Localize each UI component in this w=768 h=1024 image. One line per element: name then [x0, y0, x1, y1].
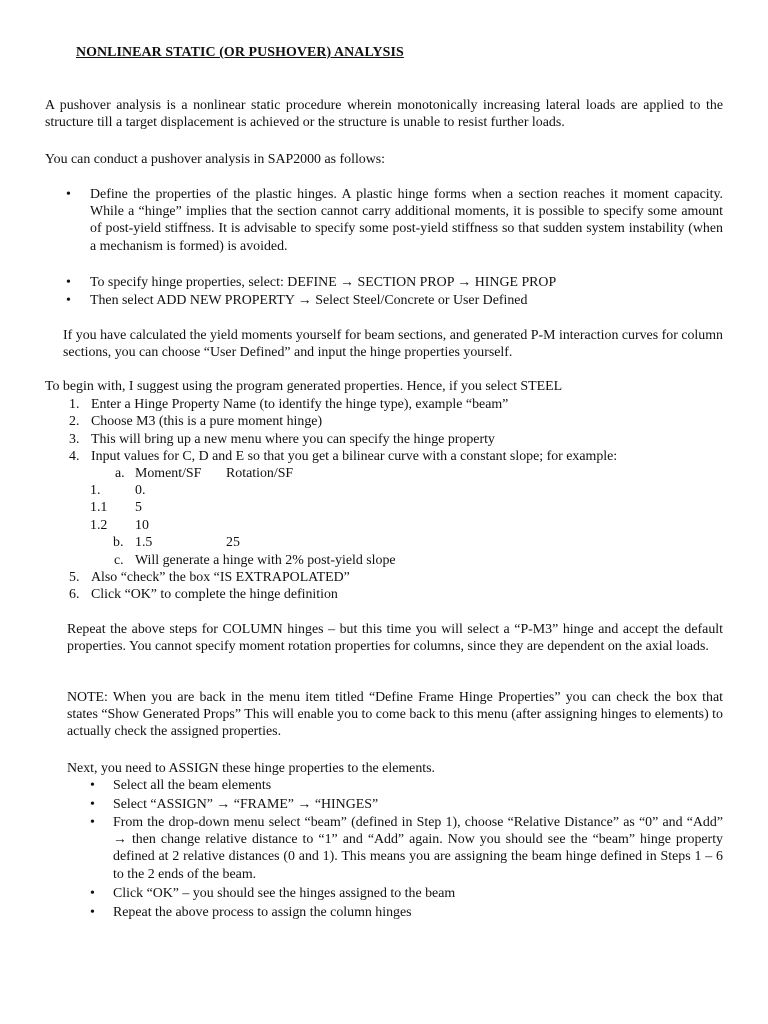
arrow-right-icon: → — [297, 293, 312, 308]
define-hinges-item: Define the properties of the plastic hinges. A plastic hinge forms when a section reaches it moment capacity. While a “hinge” implies that the section cannot carry additional moments, it is possible to specify some amount of post-yield stiffness. It is advisable to specify some post-yield stiffness so that sudden system instability (when a mechanism is formed) is avoided. — [90, 187, 723, 254]
bullet-icon: • — [66, 293, 71, 308]
step-number: 4. — [69, 449, 80, 464]
add-new-text: Then select ADD NEW PROPERTY — [90, 293, 295, 308]
step-text: Click “OK” to complete the hinge definition — [91, 587, 338, 602]
bullet-icon: • — [90, 778, 95, 793]
dropdown-text: From the drop-down menu select “beam” (defined in Step 1), choose “Relative Distance” as “0” and “Add” — [113, 815, 723, 830]
bullet-icon: • — [90, 797, 95, 812]
rotation-value: 0. — [135, 483, 146, 498]
arrow-right-icon: → — [216, 797, 231, 812]
begin-paragraph: To begin with, I suggest using the program generated properties. Hence, if you select STEEL — [45, 379, 563, 394]
step-number: 3. — [69, 432, 80, 447]
arrow-right-icon: → — [113, 832, 127, 848]
moment-value: 1.1 — [90, 500, 108, 515]
dropdown-text-continued: then change relative distance to “1” and “Add” again. Now you should see the “beam” hinge property defined at 2 relative distances (0 and 1). This means you are assigning the beam hinge defined in Steps 1 – 6 to the 2 ends of the beam. — [113, 832, 723, 882]
bullet-icon: • — [90, 886, 95, 901]
note-paragraph: NOTE: When you are back in the menu item titled “Define Frame Hinge Properties” you can check the box that states “Show Generated Props” This will enable you to come back to this menu (after assigning hinges to elements) to actually check the assigned properties. — [67, 690, 723, 740]
dropdown-item — [113, 814, 723, 883]
step-number: 2. — [69, 414, 80, 429]
rotation-value: 10 — [135, 518, 149, 533]
step-text: Enter a Hinge Property Name (to identify the hinge type), example “beam” — [91, 397, 509, 412]
bullet-icon: • — [66, 187, 71, 202]
how-to-paragraph: You can conduct a pushover analysis in SAP2000 as follows: — [45, 152, 386, 167]
step-number: 1. — [69, 397, 80, 412]
arrow-right-icon: → — [457, 275, 472, 290]
assign-intro-paragraph: Next, you need to ASSIGN these hinge properties to the elements. — [67, 761, 436, 776]
frame-menu-text: “FRAME” — [233, 797, 294, 812]
moment-column-header: Moment/SF — [135, 466, 202, 481]
rotation-value: 25 — [226, 535, 240, 550]
step-number: 5. — [69, 570, 80, 585]
arrow-right-icon: → — [340, 275, 355, 290]
rotation-value: 5 — [135, 500, 142, 515]
hinge-props-hinge: HINGE PROP — [474, 275, 557, 290]
step-text: Choose M3 (this is a pure moment hinge) — [91, 414, 323, 429]
hinge-props-text: To specify hinge properties, select: DEFINE — [90, 275, 337, 290]
repeat-columns-paragraph: Repeat the above steps for COLUMN hinges – but this time you will select a “P-M3” hinge and accept the default properties. You cannot specify moment rotation properties for columns, since they are dependent on the axial loads. — [67, 622, 723, 655]
hinges-menu-text: “HINGES” — [314, 797, 379, 812]
bullet-icon: • — [90, 815, 95, 830]
add-new-options: Select Steel/Concrete or User Defined — [315, 293, 528, 308]
step-text: This will bring up a new menu where you can specify the hinge property — [91, 432, 495, 447]
user-defined-paragraph: If you have calculated the yield moments yourself for beam sections, and generated P-M interaction curves for column sections, you can choose “User Defined” and input the hinge properties yourself. — [63, 328, 723, 361]
hinge-props-item — [90, 274, 556, 291]
assign-menu-text: Select “ASSIGN” — [113, 797, 213, 812]
arrow-right-icon: → — [297, 797, 312, 812]
step-text: Input values for C, D and E so that you get a bilinear curve with a constant slope; for example: — [91, 449, 618, 464]
assign-menu-item — [113, 796, 378, 813]
substep-label: b. — [113, 535, 124, 550]
rotation-column-header: Rotation/SF — [226, 466, 294, 481]
substep-label: a. — [115, 466, 125, 481]
moment-value: 1. — [90, 483, 101, 498]
select-beams-item: Select all the beam elements — [113, 778, 272, 793]
step-text: Also “check” the box “IS EXTRAPOLATED” — [91, 570, 350, 585]
step-number: 6. — [69, 587, 80, 602]
add-new-property-item — [90, 292, 527, 309]
intro-paragraph: A pushover analysis is a nonlinear static procedure wherein monotonically increasing lateral loads are applied to the structure till a target displacement is achieved or the structure is unable to resist further loads. — [45, 98, 723, 131]
substep-label: c. — [114, 553, 124, 568]
substep-text: Will generate a hinge with 2% post-yield slope — [135, 553, 396, 568]
moment-value: 1.2 — [90, 518, 108, 533]
moment-value: 1.5 — [135, 535, 153, 550]
page-title: NONLINEAR STATIC (OR PUSHOVER) ANALYSIS — [76, 45, 404, 60]
hinge-props-section: SECTION PROP — [357, 275, 454, 290]
click-ok-item: Click “OK” – you should see the hinges assigned to the beam — [113, 886, 456, 901]
bullet-icon: • — [66, 275, 71, 290]
repeat-assign-item: Repeat the above process to assign the column hinges — [113, 905, 412, 920]
bullet-icon: • — [90, 905, 95, 920]
